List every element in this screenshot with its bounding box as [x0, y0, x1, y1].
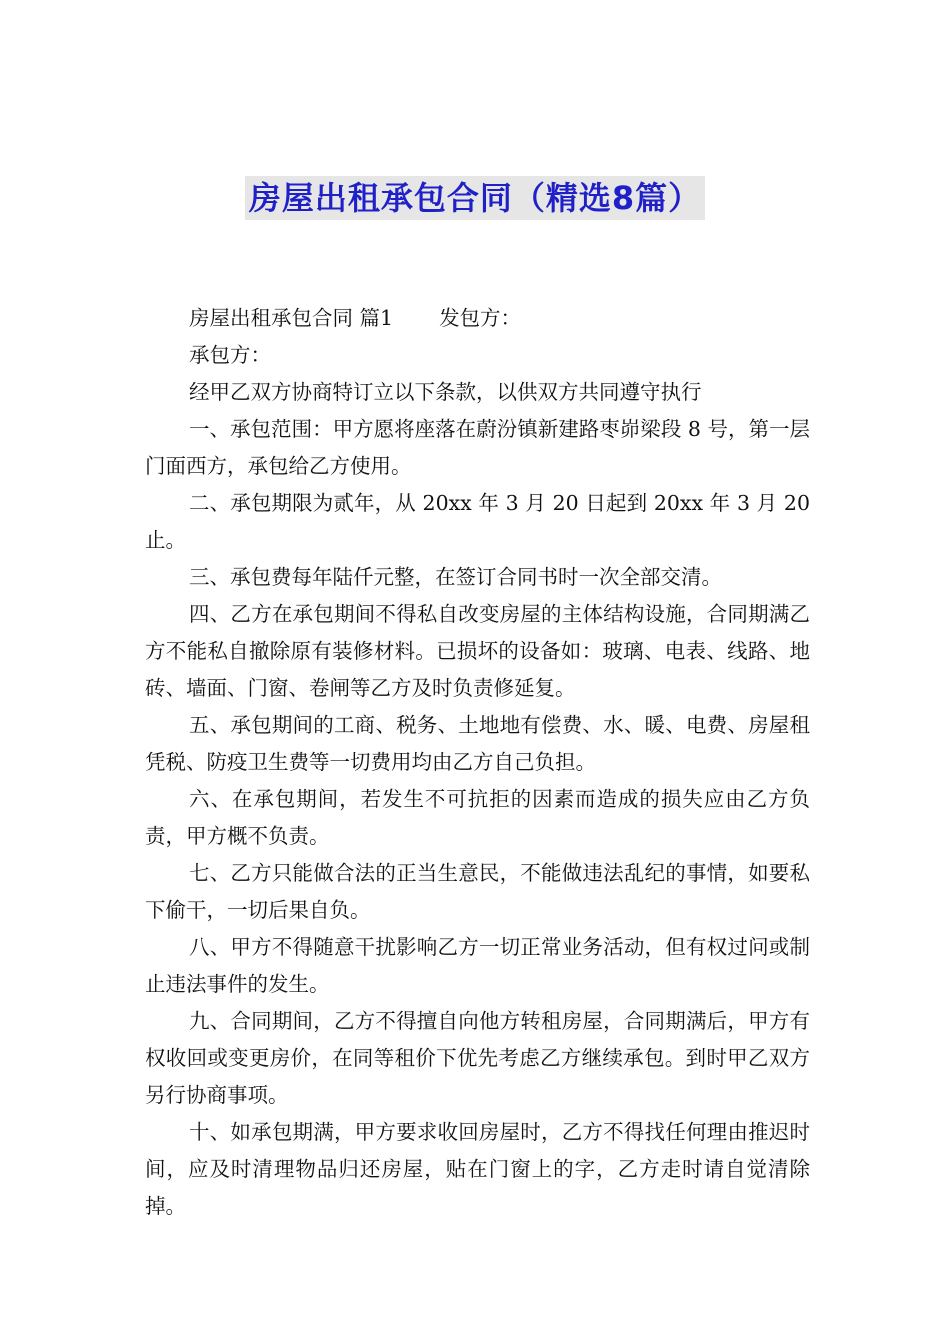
- clause-7: 七、乙方只能做合法的正当生意民，不能做违法乱纪的事情，如要私下偷干，一切后果自负。: [145, 861, 810, 922]
- clause-4: 四、乙方在承包期间不得私自改变房屋的主体结构设施，合同期满乙方不能私自撤除原有装修材料。已损坏的设备如：玻璃、电表、线路、地砖、墙面、门窗、卷闸等乙方及时负责修延复。: [145, 602, 810, 700]
- party-label: 发包方：: [439, 306, 522, 330]
- title-area: [0, 176, 950, 220]
- document-body: [145, 300, 810, 1225]
- clause-10: 十、如承包期满，甲方要求收回房屋时，乙方不得找任何理由推迟时间，应及时清理物品归还房屋，贴在门窗上的字，乙方走时请自觉清除掉。: [145, 1120, 810, 1218]
- clause-2: 二、承包期限为贰年，从 20xx 年 3 月 20 日起到 20xx 年 3 月 20 止。: [145, 491, 810, 552]
- clause-1: 一、承包范围：甲方愿将座落在蔚汾镇新建路枣峁梁段 8 号，第一层门面西方，承包给乙方使用。: [145, 417, 810, 478]
- clause-6: 六、在承包期间，若发生不可抗拒的因素而造成的损失应由乙方负责，甲方概不负责。: [145, 787, 810, 848]
- clause-5: 五、承包期间的工商、税务、土地地有偿费、水、暖、电费、房屋租凭税、防疫卫生费等一切费用均由乙方自己负担。: [145, 713, 810, 774]
- clause-3: 三、承包费每年陆仟元整，在签订合同书时一次全部交清。: [189, 565, 722, 589]
- document-title: 房屋出租承包合同（精选8篇）: [245, 176, 705, 220]
- paragraph: 经甲乙双方协商特订立以下条款，以供双方共同遵守执行: [189, 380, 702, 404]
- paragraph: 承包方：: [189, 343, 271, 367]
- clause-8: 八、甲方不得随意干扰影响乙方一切正常业务活动，但有权过问或制止违法事件的发生。: [145, 935, 810, 996]
- first-line: [145, 300, 810, 337]
- clause-9: 九、合同期间，乙方不得擅自向他方转租房屋，合同期满后，甲方有权收回或变更房价，在同等租价下优先考虑乙方继续承包。到时甲乙双方另行协商事项。: [145, 1009, 810, 1107]
- section-heading: 房屋出租承包合同 篇1: [189, 306, 394, 330]
